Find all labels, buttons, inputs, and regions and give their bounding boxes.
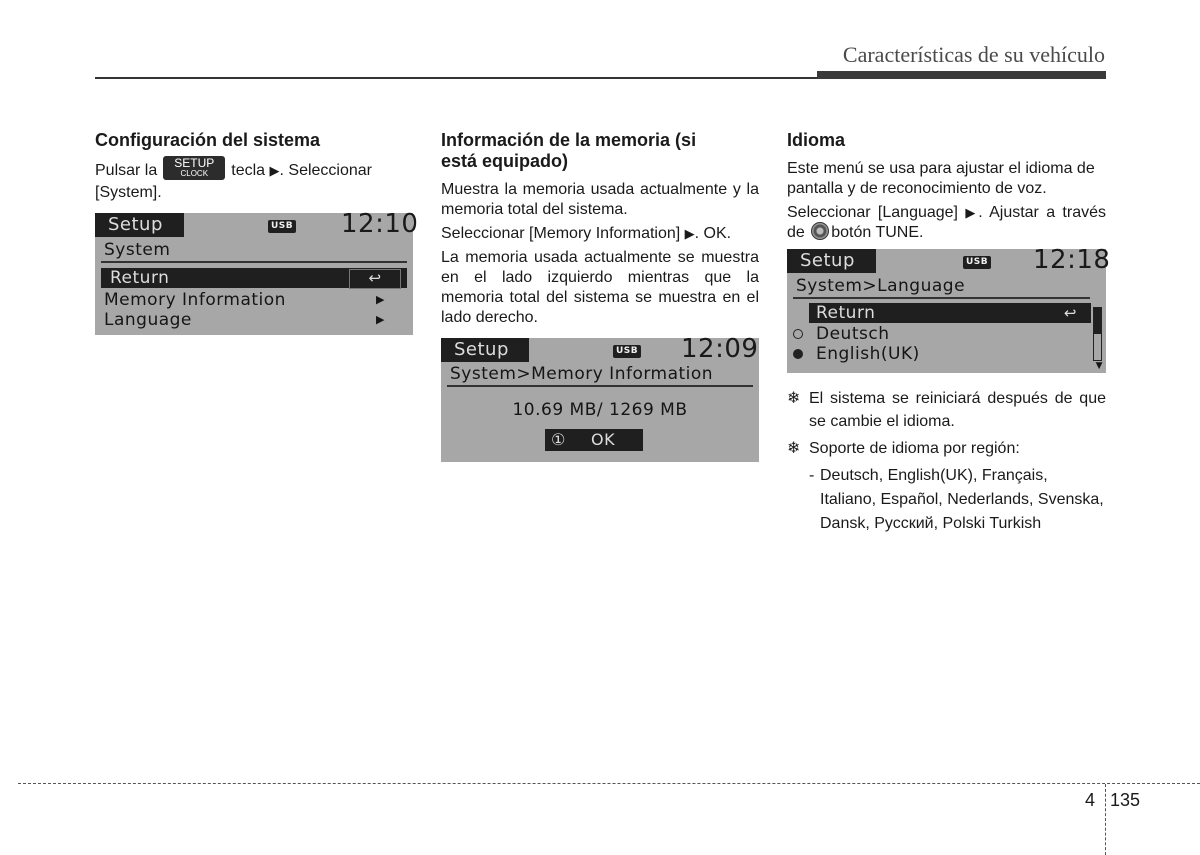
- section-heading: Configuración del sistema: [95, 130, 321, 150]
- clock-display: 12:09: [681, 334, 759, 364]
- note-language-support: ❄ Soporte de idioma por región:: [787, 437, 1106, 460]
- language-option-english-uk[interactable]: English(UK): [787, 344, 1106, 364]
- language-option-deutsch[interactable]: Deutsch: [787, 324, 1106, 344]
- note-marker-icon: ❄: [787, 440, 801, 457]
- footer-rule: [18, 783, 1200, 784]
- screen-rule: [447, 385, 753, 387]
- scroll-down-arrow-icon: ▼: [1095, 361, 1103, 371]
- page-number: 135: [1110, 790, 1141, 810]
- scrollbar-thumb[interactable]: [1094, 308, 1101, 334]
- clock-display: 12:10: [341, 209, 419, 239]
- usb-badge: USB: [613, 345, 641, 358]
- radio-unselected-icon: [793, 329, 803, 339]
- usb-badge: USB: [963, 256, 991, 269]
- chevron-right-icon: ▶: [376, 293, 385, 306]
- menu-row-return[interactable]: Return ↩: [101, 268, 407, 288]
- system-screen: [95, 209, 419, 335]
- ok-button[interactable]: ① OK: [545, 429, 643, 451]
- language-screen: [787, 245, 1111, 373]
- radio-selected-icon: [793, 349, 803, 359]
- screen-breadcrumb: System>Language: [796, 276, 966, 296]
- body-text: Muestra la memoria usada actualmente y la memoria total del sistema.: [441, 181, 759, 218]
- play-arrow-icon: ▶: [269, 163, 280, 179]
- body-text: Este menú se usa para ajustar el idioma de pantalla y de reconocimiento de voz.: [787, 160, 1095, 197]
- play-arrow-icon: ▶: [684, 226, 695, 241]
- screen-rule: [793, 297, 1090, 299]
- screen-tab: Setup: [787, 249, 876, 273]
- scrollbar[interactable]: [1093, 307, 1102, 361]
- language-list: - Deutsch, English(UK), Français, Italiano, Español, Nederlands, Svenska, Dansk, Русский, Polski Turkish: [809, 467, 1104, 532]
- section-heading: Idioma: [787, 130, 846, 150]
- note-marker-icon: ❄: [787, 390, 801, 407]
- instruction-text: Seleccionar [Memory Information] ▶. OK.: [441, 225, 732, 242]
- menu-row-memory-information[interactable]: Memory Information ▶: [104, 290, 385, 310]
- memory-value: 10.69 MB/ 1269 MB: [512, 400, 688, 420]
- screen-rule: [101, 261, 407, 263]
- usb-badge: USB: [268, 220, 296, 233]
- screen-tab: Setup: [441, 338, 529, 362]
- clock-display: 12:18: [1033, 245, 1111, 275]
- note-restart: ❄ El sistema se reiniciará después de que se cambie el idioma.: [787, 387, 1106, 433]
- tune-knob-icon: [811, 222, 829, 240]
- screen-tab: Setup: [95, 213, 184, 237]
- play-arrow-icon: ▶: [965, 205, 979, 220]
- header-accent-bar: [817, 71, 1106, 79]
- instruction-text: Seleccionar [Language] ▶. Ajustar a través de botón TUNE.: [787, 204, 1106, 241]
- column-system-config: [95, 130, 419, 335]
- return-icon: ↩: [349, 269, 401, 289]
- menu-row-language[interactable]: Language ▶: [104, 310, 385, 330]
- return-icon: ↩: [1063, 304, 1077, 322]
- instruction-text: Pulsar la SETUP CLOCK tecla ▶. Seleccionar [System].: [95, 156, 372, 201]
- chevron-right-icon: ▶: [376, 313, 385, 326]
- column-memory-info: [441, 130, 759, 462]
- info-icon: ①: [551, 430, 566, 449]
- column-language: [787, 130, 1111, 536]
- screen-breadcrumb: System: [104, 240, 171, 260]
- screen-breadcrumb: System>Memory Information: [450, 364, 714, 384]
- footer-divider: [1105, 784, 1106, 855]
- body-text: La memoria usada actualmente se muestra en el lado izquierdo mientras que la memoria total del sistema se muestra en el lado derecho.: [441, 249, 759, 326]
- section-heading: Información de la memoria (si está equipado): [441, 130, 697, 171]
- menu-row-return[interactable]: Return ↩: [809, 303, 1091, 323]
- setup-clock-key-icon: SETUP CLOCK: [163, 156, 225, 180]
- page-header-title: Características de su vehículo: [842, 42, 1105, 67]
- memory-screen: [441, 334, 759, 462]
- section-number: 4: [1085, 790, 1096, 810]
